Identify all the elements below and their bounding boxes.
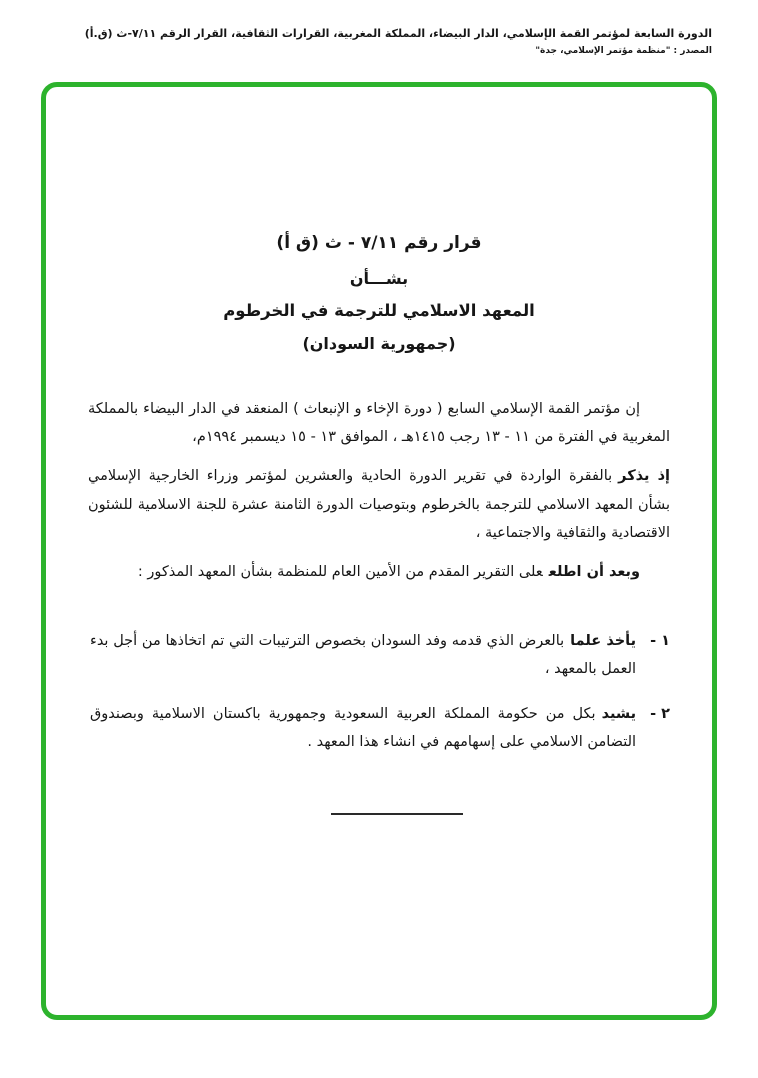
source-line: المصدر : "منظمة مؤتمر الإسلامي، جدة"	[535, 45, 712, 56]
resolution-title-block	[88, 233, 670, 353]
list-item	[90, 627, 670, 684]
recalling-paragraph	[88, 462, 670, 547]
citation-header	[0, 0, 758, 56]
preamble-paragraph	[88, 395, 670, 452]
item-text: بالعرض الذي قدمه وفد السودان بخصوص الترتيبات التي تم اتخاذها من أجل بدء العمل بالمعهد ،	[90, 632, 637, 677]
having-reviewed-paragraph	[88, 558, 670, 586]
paragraph-text: إن مؤتمر القمة الإسلامي السابع ( دورة الإخاء و الإنبعاث ) المنعقد في الدار البيضاء بالمملكة المغربية في الفترة من ١١ - ١٣ رجب ١٤١٥هـ ، الموافق ١٣ - ١٥ ديسمبر ١٩٩٤م،	[88, 400, 670, 446]
item-lead: يشيد	[601, 706, 637, 723]
paragraph-text: بالفقرة الواردة في تقرير الدورة الحادية والعشرين لمؤتمر وزراء الخارجية الإسلامي بشأن المعهد الاسلامي للترجمة بالخرطوم وبتوصيات الدورة الثامنة عشرة للجنة الاسلامية للشئون الاقتصادية والثقافية والاجتماعية ،	[88, 468, 670, 541]
item-text-block	[90, 700, 636, 757]
paragraph-text: على التقرير المقدم من الأمين العام للمنظمة بشأن المعهد المذكور :	[137, 564, 543, 581]
item-lead: يأخذ علما	[570, 632, 637, 649]
item-number: ١ -	[650, 632, 670, 649]
resolution-number: قرار رقم ٧/١١ - ث (ق أ)	[276, 232, 482, 253]
operative-items	[88, 627, 670, 757]
resolution-subject: المعهد الاسلامي للترجمة في الخرطوم	[223, 300, 535, 320]
resolution-regarding: بشـــأن	[349, 268, 409, 288]
paragraph-lead: وبعد أن اطلع	[548, 564, 640, 581]
item-number: ٢ -	[650, 706, 670, 723]
item-text: بكل من حكومة المملكة العربية السعودية وجمهورية باكستان الاسلامية وبصندوق التضامن الاسلامي على إسهامهم في انشاء هذا المعهد .	[90, 706, 637, 751]
paragraph-lead: إذ يذكر	[618, 468, 671, 485]
resolution-body	[88, 395, 670, 815]
list-item	[90, 700, 670, 757]
document-frame	[41, 82, 717, 1020]
citation-line: الدورة السابعة لمؤتمر القمة الإسلامي، الدار البيضاء، المملكة المغربية، القرارات الثقافية، القرار الرقم ٧/١١-ث (ق.أ)	[84, 27, 712, 40]
resolution-country: (جمهورية السودان)	[302, 333, 456, 353]
document-page	[46, 87, 712, 815]
signature-line	[331, 813, 463, 815]
item-text-block	[90, 627, 636, 684]
